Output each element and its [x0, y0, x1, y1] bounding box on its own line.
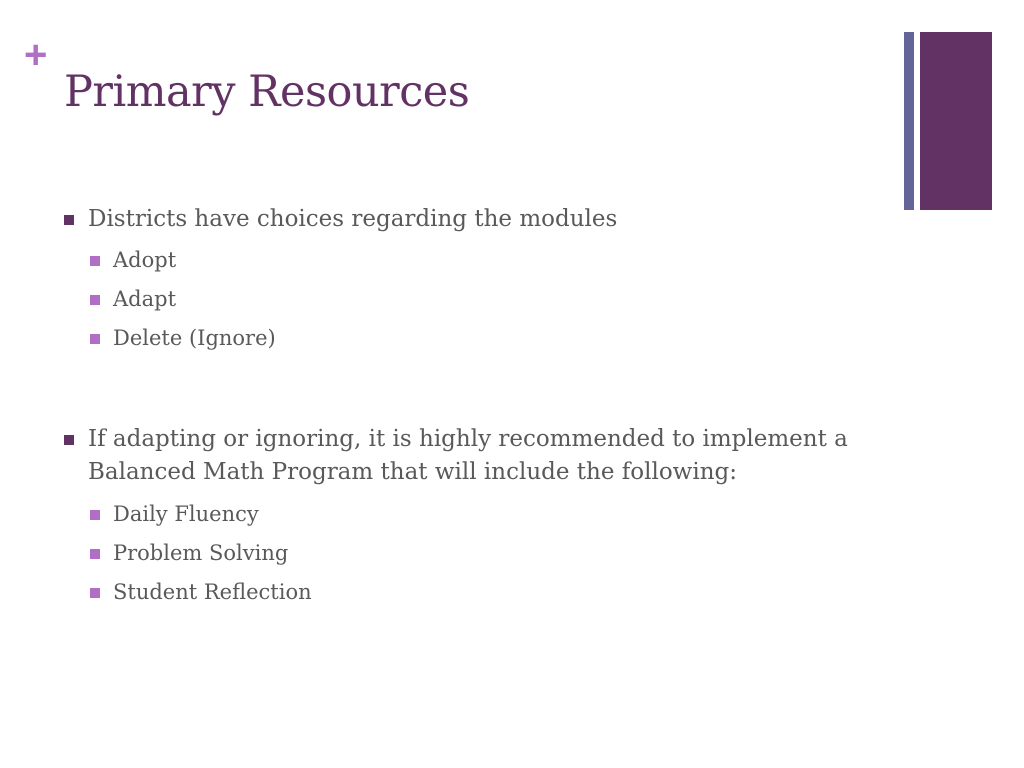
sub-bullet-text: Daily Fluency: [113, 502, 259, 526]
sub-bullet-text: Adopt: [113, 248, 177, 272]
sub-bullet-text: Student Reflection: [113, 580, 312, 604]
sub-bullet-square-icon: [90, 510, 100, 520]
sub-bullet-square-icon: [90, 334, 100, 344]
sub-bullet-text: Adapt: [113, 287, 177, 311]
sub-bullet-text: Problem Solving: [113, 541, 289, 565]
decorative-bar-thin: [904, 32, 914, 210]
bullet-text-line-2: Balanced Math Program that will include the following:: [88, 459, 737, 485]
bullet-square-icon: [64, 215, 74, 225]
sub-bullet-square-icon: [90, 549, 100, 559]
slide-title: Primary Resources: [64, 67, 470, 117]
sub-bullet-text: Delete (Ignore): [113, 326, 276, 350]
sub-bullet-square-icon: [90, 588, 100, 598]
bullet-square-icon: [64, 435, 74, 445]
decorative-bar-thick: [920, 32, 992, 210]
bullet-text-line-1: If adapting or ignoring, it is highly recommended to implement a: [88, 426, 848, 452]
sub-bullet-square-icon: [90, 256, 100, 266]
bullet-text: Districts have choices regarding the modules: [88, 206, 618, 232]
sub-bullet-square-icon: [90, 295, 100, 305]
plus-icon: +: [24, 33, 48, 77]
